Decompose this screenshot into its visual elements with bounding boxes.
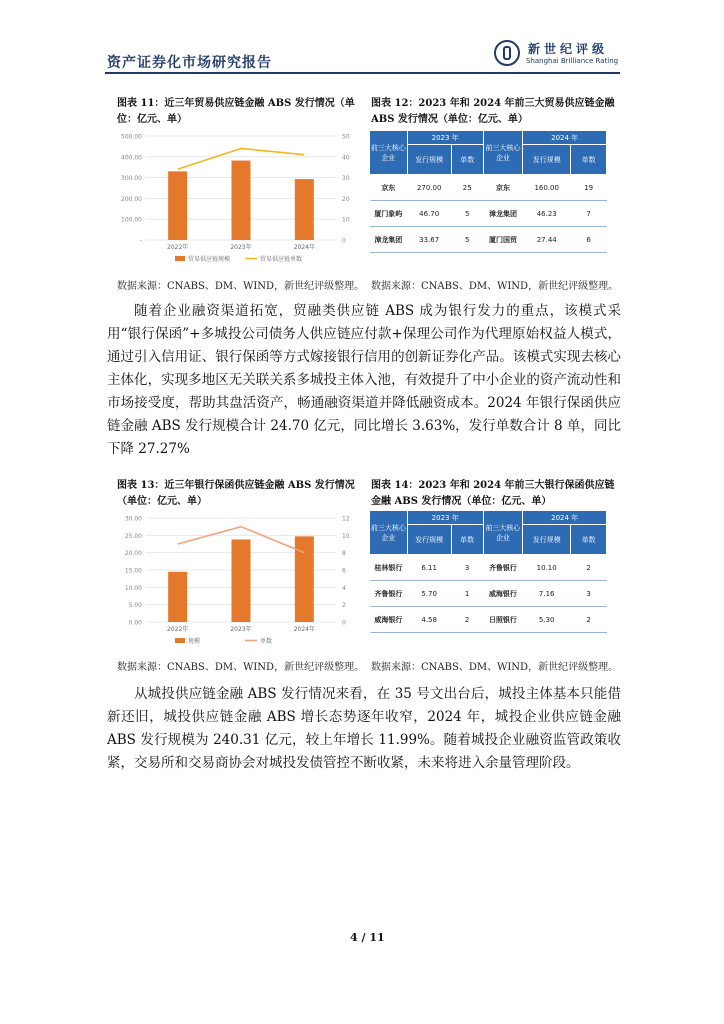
y-left-tick-label: 30.00 <box>124 515 142 523</box>
logo <box>494 38 620 72</box>
paragraph-city-investment: 从城投供应链金融 ABS 发行情况来看，在 35 号文出台后，城投主体基本只能借新还旧，城投供应链金融 ABS 增长态势逐年收窄，2024 年，城投企业供应链金融 ABS 发行规模为 240.31 亿元，较上年增长 11.99%。随着城投企业融资监管政策收紧，交易所和交易商协会对城投发债管控不断收紧，未来将进入余量管理阶段。 <box>107 686 621 771</box>
y-left-tick-label: 100.00 <box>121 216 142 224</box>
cell-count-2023: 25 <box>451 175 483 201</box>
table-row <box>370 227 607 253</box>
figure-13-source: 数据来源：CNABS、DM、WIND，新世纪评级整理。 <box>117 662 365 673</box>
cell-count-2023: 2 <box>451 607 483 633</box>
header-rule <box>105 72 620 74</box>
cell-company-2023: 厦门象屿 <box>370 201 408 227</box>
legend-swatch-bar <box>175 256 185 261</box>
y-right-tick-label: 30 <box>342 175 350 183</box>
figure-14-caption: 图表 14：2023 年和 2024 年前三大银行保函供应链金融 ABS 发行情况（单位：亿元、单） <box>371 480 615 507</box>
col-scale-2024: 发行规模 <box>523 525 571 555</box>
cell-company-2024: 漳龙集团 <box>483 201 523 227</box>
col-company-2023: 前三大核心企业 <box>370 511 408 555</box>
figure-13-caption: 图表 13：近三年银行保函供应链金融 ABS 发行情况（单位：亿元、单） <box>117 480 355 507</box>
x-tick-label: 2024年 <box>293 244 315 251</box>
year-2023-header: 2023 年 <box>407 511 483 525</box>
y-right-tick-label: 0 <box>342 619 346 627</box>
y-left-tick-label: - <box>139 237 142 245</box>
figure-12-source: 数据来源：CNABS、DM、WIND，新世纪评级整理。 <box>371 281 619 292</box>
cell-company-2024: 日照银行 <box>483 607 523 633</box>
cell-company-2023: 漳龙集团 <box>370 227 408 253</box>
cell-scale-2024: 160.00 <box>523 175 571 201</box>
col-scale-2023: 发行规模 <box>407 525 451 555</box>
x-tick-label: 2022年 <box>167 626 189 633</box>
y-left-tick-label: 500.00 <box>121 133 142 141</box>
paragraph-bank-guarantee: 随着企业融资渠道拓宽，贸融类供应链 ABS 成为银行发力的重点，该模式采用“银行保函”+多城投公司债务人供应链应付款+保理公司作为代理原始权益人模式，通过引入信用证、银行保函等方式嫁接银行信用的创新证券化产品。该模式实现去核心主体化，实现多地区无关联关系多城投主体入池，有效提升了中小企业的资产流动性和市场接受度，帮助其盘活资产，畅通融资渠道并降低融资成本。2024 年银行保函供应链金融 ABS 发行规模合计 24.70 亿元，同比增长 3.63%，发行单数合计 8 单，同比下降 27.27% <box>107 303 621 457</box>
y-left-tick-label: 200.00 <box>121 195 142 203</box>
cell-count-2024: 19 <box>571 175 607 201</box>
y-right-tick-label: 0 <box>342 237 346 245</box>
cell-company-2023: 桂林银行 <box>370 555 408 581</box>
legend-swatch-bar <box>175 638 185 643</box>
logo-emblem-icon <box>494 40 520 66</box>
y-left-tick-label: 400.00 <box>121 154 142 162</box>
cell-company-2023: 京东 <box>370 175 408 201</box>
y-left-tick-label: 15.00 <box>124 567 142 575</box>
figure-13-chart <box>112 510 358 652</box>
cell-scale-2024: 5.30 <box>523 607 571 633</box>
col-company-2023: 前三大核心企业 <box>370 131 408 175</box>
cell-scale-2024: 27.44 <box>523 227 571 253</box>
y-right-tick-label: 50 <box>342 133 350 141</box>
y-left-tick-label: 20.00 <box>124 550 142 558</box>
cell-count-2023: 5 <box>451 201 483 227</box>
col-count-2024: 单数 <box>571 145 607 175</box>
figure-12-caption: 图表 12：2023 年和 2024 年前三大贸易供应链金融 ABS 发行情况（单位：亿元、单） <box>371 98 615 125</box>
table-row <box>370 201 607 227</box>
table-row <box>370 175 607 201</box>
col-scale-2024: 发行规模 <box>523 145 571 175</box>
figure-14-table <box>369 510 607 633</box>
figure-14-source: 数据来源：CNABS、DM、WIND，新世纪评级整理。 <box>371 662 619 673</box>
y-right-tick-label: 4 <box>342 584 346 592</box>
table-row <box>370 555 607 581</box>
y-left-tick-label: 25.00 <box>124 532 142 540</box>
cell-scale-2023: 33.67 <box>407 227 451 253</box>
figure-11-source: 数据来源：CNABS、DM、WIND，新世纪评级整理。 <box>117 281 365 292</box>
cell-count-2024: 3 <box>571 581 607 607</box>
y-left-tick-label: 0.00 <box>128 619 142 627</box>
x-tick-label: 2022年 <box>167 244 189 251</box>
year-2024-header: 2024 年 <box>523 131 607 145</box>
cell-count-2024: 2 <box>571 555 607 581</box>
legend-label-line: 单数 <box>260 638 273 645</box>
col-count-2024: 单数 <box>571 525 607 555</box>
figure-11-caption: 图表 11：近三年贸易供应链金融 ABS 发行情况（单位：亿元、单） <box>117 98 355 125</box>
table-row <box>370 607 607 633</box>
y-left-tick-label: 5.00 <box>128 602 142 610</box>
y-right-tick-label: 6 <box>342 567 346 575</box>
cell-count-2023: 3 <box>451 555 483 581</box>
y-right-tick-label: 40 <box>342 154 350 162</box>
figure-12-table <box>369 130 607 253</box>
x-tick-label: 2023年 <box>230 244 252 251</box>
y-right-tick-label: 10 <box>342 532 350 540</box>
cell-count-2023: 1 <box>451 581 483 607</box>
y-right-tick-label: 8 <box>342 550 346 558</box>
y-right-tick-label: 20 <box>342 195 350 203</box>
cell-scale-2023: 46.70 <box>407 201 451 227</box>
y-left-tick-label: 300.00 <box>121 175 142 183</box>
cell-scale-2023: 4.58 <box>407 607 451 633</box>
legend-label-bar: 规模 <box>188 638 201 645</box>
col-scale-2023: 发行规模 <box>407 145 451 175</box>
cell-company-2024: 厦门国贸 <box>483 227 523 253</box>
cell-company-2023: 威海银行 <box>370 607 408 633</box>
cell-scale-2023: 270.00 <box>407 175 451 201</box>
x-tick-label: 2023年 <box>230 626 252 633</box>
cell-count-2024: 7 <box>571 201 607 227</box>
bar <box>168 572 187 622</box>
y-left-tick-label: 10.00 <box>124 584 142 592</box>
year-2024-header: 2024 年 <box>523 511 607 525</box>
col-company-2024: 前三大核心企业 <box>483 131 523 175</box>
figure-11-chart <box>112 128 358 270</box>
col-company-2024: 前三大核心企业 <box>483 511 523 555</box>
y-right-tick-label: 10 <box>342 216 350 224</box>
x-tick-label: 2024年 <box>293 626 315 633</box>
bar <box>295 179 314 240</box>
cell-company-2024: 齐鲁银行 <box>483 555 523 581</box>
y-right-tick-label: 2 <box>342 602 346 610</box>
logo-chinese-name: 新世纪评级 <box>528 42 609 56</box>
cell-company-2024: 京东 <box>483 175 523 201</box>
bar <box>232 161 251 240</box>
cell-company-2024: 威海银行 <box>483 581 523 607</box>
cell-scale-2024: 46.23 <box>523 201 571 227</box>
col-count-2023: 单数 <box>451 145 483 175</box>
year-2023-header: 2023 年 <box>407 131 483 145</box>
y-right-tick-label: 12 <box>342 515 350 523</box>
cell-count-2024: 6 <box>571 227 607 253</box>
cell-scale-2023: 5.70 <box>407 581 451 607</box>
cell-count-2023: 5 <box>451 227 483 253</box>
cell-scale-2023: 6.11 <box>407 555 451 581</box>
page-number: 4 / 11 <box>350 931 385 944</box>
cell-scale-2024: 7.16 <box>523 581 571 607</box>
report-title: 资产证券化市场研究报告 <box>107 55 272 71</box>
bar <box>232 539 251 622</box>
table-row <box>370 581 607 607</box>
cell-company-2023: 齐鲁银行 <box>370 581 408 607</box>
legend-label-bar: 贸易供应链规模 <box>188 256 231 263</box>
logo-english-name: Shanghai Brilliance Rating <box>526 57 619 65</box>
legend-label-line: 贸易供应链单数 <box>260 256 303 263</box>
cell-count-2024: 2 <box>571 607 607 633</box>
col-count-2023: 单数 <box>451 525 483 555</box>
cell-scale-2024: 10.10 <box>523 555 571 581</box>
bar <box>168 171 187 240</box>
